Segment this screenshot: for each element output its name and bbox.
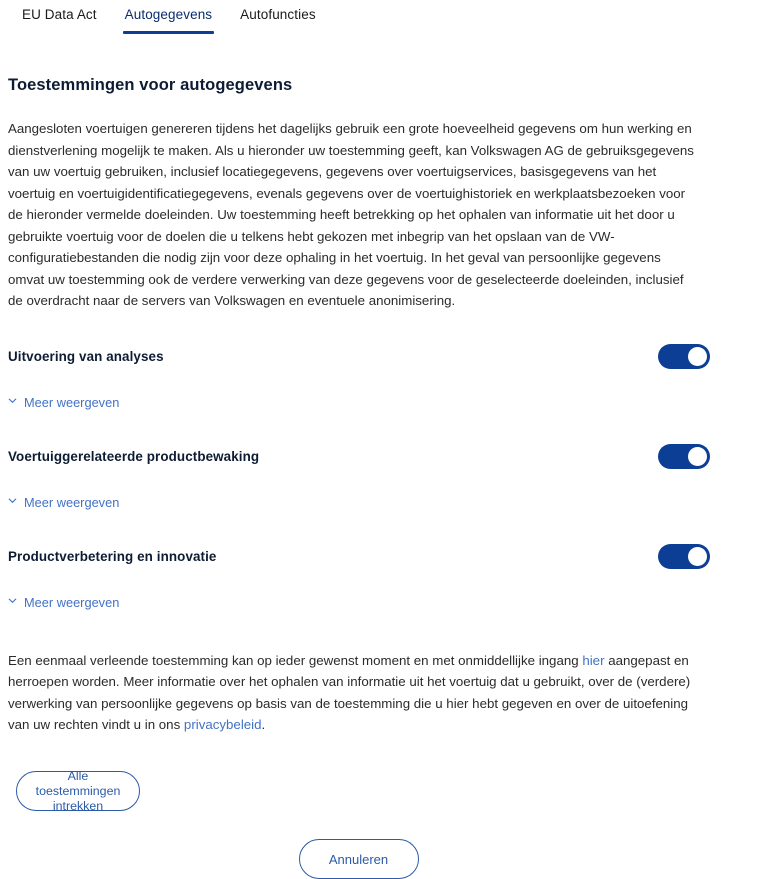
withdraw-line-2: intrekken (52, 798, 104, 813)
show-more-label: Meer weergeven (24, 394, 120, 410)
tab-autofuncties[interactable] (226, 0, 330, 40)
show-more-productbewaking[interactable] (8, 495, 119, 510)
cancel-button[interactable]: Annuleren (299, 839, 419, 879)
consent-row (8, 442, 749, 472)
link-hier[interactable]: hier (582, 652, 605, 668)
show-more-analyses[interactable] (8, 395, 119, 410)
toggle-knob (688, 347, 707, 366)
outro-text-part2: aangepast en herroepen worden. Meer informatie over het ophalen van informatie uit het voertuig dat u gebruikt, over de (verdere) verwerking van persoonlijke gegevens op basis van de toestemming die u hier hebt gegeven en over de uitoefening van uw rechten vindt u in ons (8, 652, 691, 732)
consent-title: Productverbetering en innovatie (8, 549, 217, 564)
withdraw-all-consents-button[interactable] (16, 768, 140, 813)
tab-label: Autofuncties (240, 7, 316, 22)
intro-paragraph: Aangesloten voertuigen genereren tijdens het dagelijks gebruik een grote hoeveelheid gegevens om hun werking en dienstverlening mogelijk te maken. Als u hieronder uw toestemming geeft, kan Volkswagen AG de gebruiksgegevens van uw voertuig gebruiken, inclusief locatiegegevens, gegevens over voertuigservices, basisgegevens van het voertuig en voertuigidentificatiegegevens, evenals gegevens over de voertuighistoriek en werkplaatsbezoeken voor de hieronder vermelde doeleinden. Uw toestemming heeft betrekking op het ophalen van informatie uit het door u gebruikte voertuig voor de doelen die u telkens hebt gekozen met inbegrip van het opslaan van de VW-configuratiebestanden die nodig zijn voor deze ophaling in het voertuig. In het geval van persoonlijke gegevens omvat uw toestemming ook de verdere verwerking van deze gegevens voor de geselecteerde doeleinden, inclusief de overdracht naar de servers van Volkswagen en eventuele anonimisering. (8, 121, 694, 308)
consent-title: Voertuiggerelateerde productbewaking (8, 449, 260, 464)
chevron-down-icon (8, 596, 17, 605)
consent-block-productverbetering (8, 542, 749, 612)
toggle-knob (688, 447, 707, 466)
tab-autogegevens[interactable] (111, 0, 227, 40)
chevron-down-icon (8, 396, 17, 405)
consent-title: Uitvoering van analyses (8, 349, 164, 364)
outro-text-part1: Een eenmaal verleende toestemming kan op ieder gewenst moment en met onmiddellijke ingang (8, 652, 583, 668)
show-more-productverbetering[interactable] (8, 595, 119, 610)
cancel-button-area (8, 839, 749, 879)
consent-row (8, 342, 749, 372)
withdraw-line-1: Alle toestemmingen (35, 768, 121, 798)
main-content (0, 76, 757, 879)
tab-label: EU Data Act (22, 7, 97, 22)
withdraw-button-text (25, 769, 131, 814)
tab-label: Autogegevens (124, 7, 213, 22)
show-more-label: Meer weergeven (24, 594, 120, 610)
outro-text-part3: . (261, 717, 266, 732)
show-more-label: Meer weergeven (24, 494, 120, 510)
link-privacybeleid[interactable]: privacybeleid (183, 717, 262, 732)
tab-eu-data-act[interactable] (8, 0, 111, 40)
consent-toggle-productbewaking[interactable] (658, 444, 710, 469)
page-title: Toestemmingen voor autogegevens (8, 76, 293, 94)
chevron-down-icon (8, 496, 17, 505)
tab-bar (0, 0, 757, 40)
active-tab-indicator (123, 31, 215, 34)
consent-block-analyses (8, 342, 749, 412)
consent-toggle-analyses[interactable] (658, 344, 710, 369)
consent-toggle-productverbetering[interactable] (658, 544, 710, 569)
withdraw-button-area (8, 767, 749, 812)
consent-block-productbewaking (8, 442, 749, 512)
outro-paragraph (8, 650, 708, 736)
toggle-knob (688, 547, 707, 566)
consent-row (8, 542, 749, 572)
